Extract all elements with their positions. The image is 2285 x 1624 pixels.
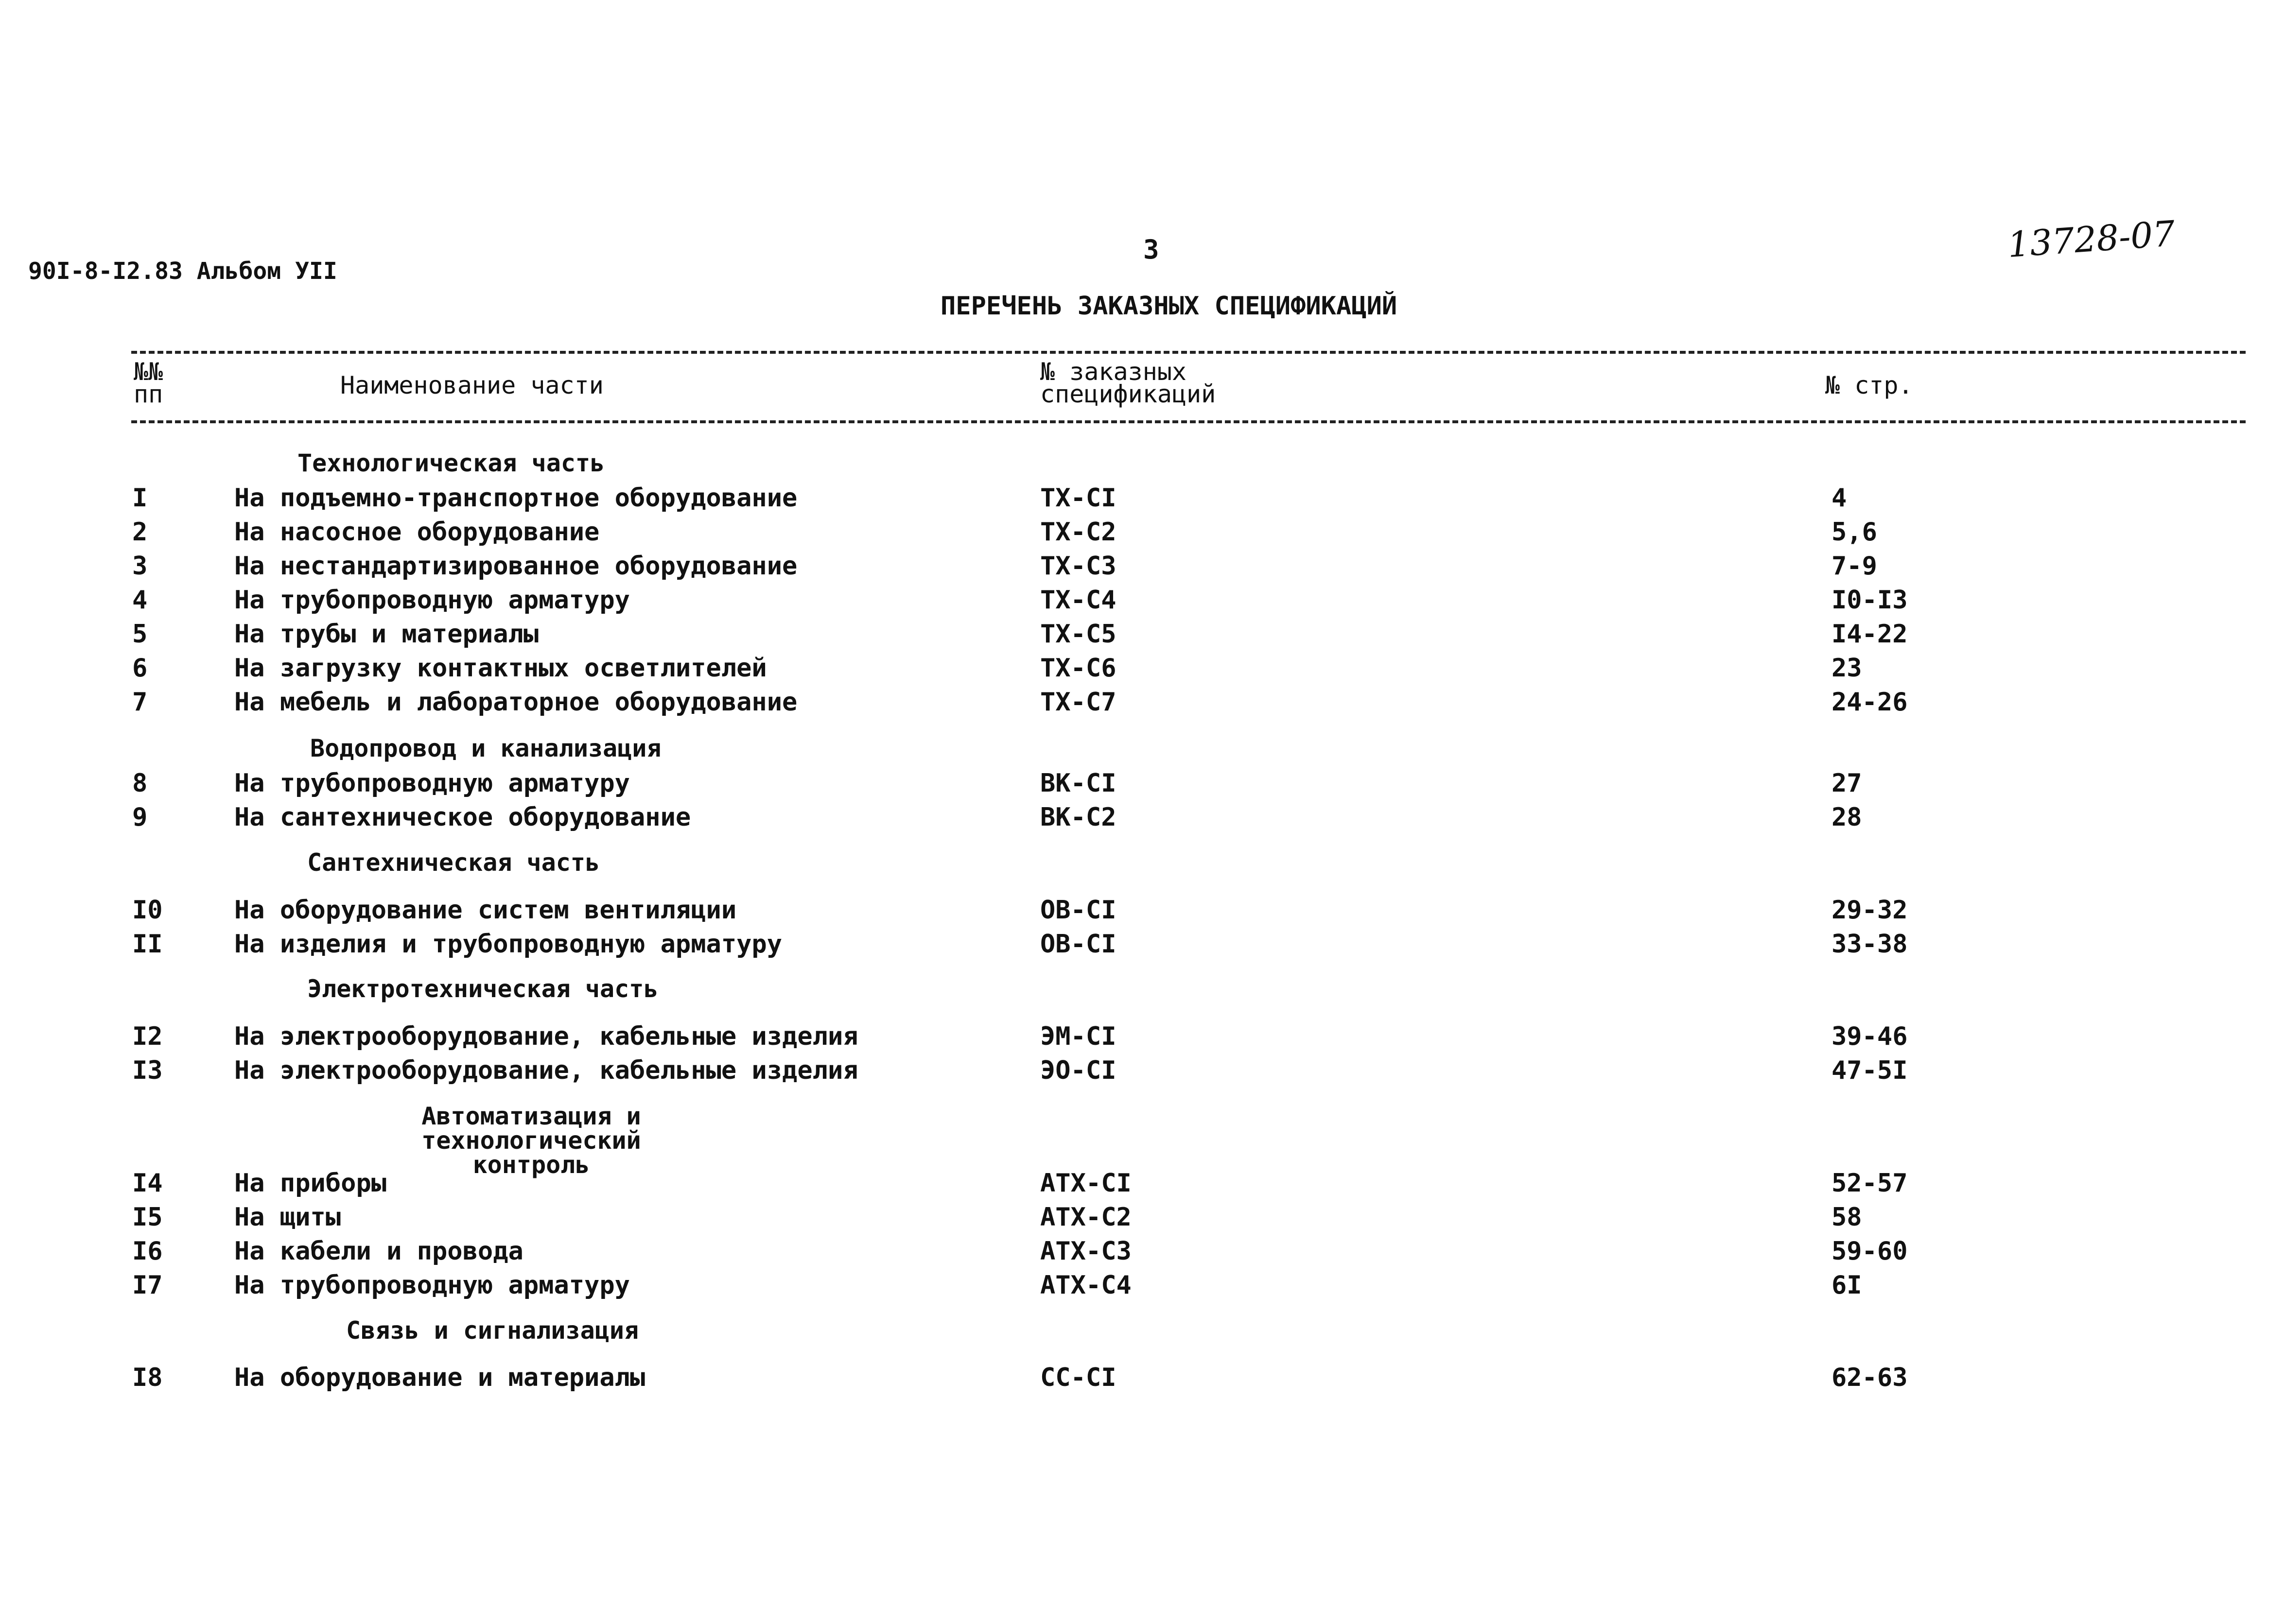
row-number: 3 bbox=[132, 552, 148, 581]
row-name: На мебель и лабораторное оборудование bbox=[234, 688, 798, 717]
table-row bbox=[0, 552, 2285, 586]
row-name: На трубопроводную арматуру bbox=[234, 769, 630, 798]
row-page: 58 bbox=[1831, 1203, 1862, 1232]
table-row bbox=[0, 1203, 2285, 1237]
table-row bbox=[0, 1169, 2285, 1203]
row-spec: ЭМ-СI bbox=[1040, 1022, 1116, 1051]
table-row bbox=[0, 1271, 2285, 1305]
row-page: 7-9 bbox=[1831, 552, 1877, 581]
row-name: На трубопроводную арматуру bbox=[234, 1271, 630, 1300]
row-number: I2 bbox=[132, 1022, 163, 1051]
section-title: Автоматизация и технологический контроль bbox=[421, 1102, 641, 1179]
row-page: 47-5I bbox=[1831, 1056, 1908, 1085]
table-row bbox=[0, 1363, 2285, 1397]
row-spec: АТХ-С3 bbox=[1040, 1237, 1132, 1266]
table-row bbox=[0, 930, 2285, 964]
row-number: I3 bbox=[132, 1056, 163, 1085]
row-name: На нестандартизированное оборудование bbox=[234, 552, 798, 581]
row-spec: ТХ-С5 bbox=[1040, 620, 1116, 649]
row-page: 52-57 bbox=[1831, 1169, 1908, 1198]
row-page: 29-32 bbox=[1831, 896, 1908, 925]
row-name: На кабели и провода bbox=[234, 1237, 523, 1266]
table-row bbox=[0, 688, 2285, 722]
row-page: I0-I3 bbox=[1831, 586, 1908, 615]
row-name: На подъемно-транспортное оборудование bbox=[234, 484, 798, 513]
row-spec: АТХ-СI bbox=[1040, 1169, 1132, 1198]
row-page: 62-63 bbox=[1831, 1363, 1908, 1392]
row-number: II bbox=[132, 930, 163, 959]
column-header-page: № стр. bbox=[1825, 371, 1913, 399]
row-page: 4 bbox=[1831, 484, 1847, 513]
row-name: На оборудование и материалы bbox=[234, 1363, 645, 1392]
row-spec: ТХ-С6 bbox=[1040, 654, 1116, 683]
row-spec: ТХ-С4 bbox=[1040, 586, 1116, 615]
row-page: 33-38 bbox=[1831, 930, 1908, 959]
row-number: I8 bbox=[132, 1363, 163, 1392]
row-name: На изделия и трубопроводную арматуру bbox=[234, 930, 783, 959]
table-row bbox=[0, 484, 2285, 518]
row-page: 24-26 bbox=[1831, 688, 1908, 717]
row-spec: ОВ-СI bbox=[1040, 896, 1116, 925]
table-row bbox=[0, 896, 2285, 930]
row-page: 59-60 bbox=[1831, 1237, 1908, 1266]
header-top-rule bbox=[131, 351, 2246, 354]
document-code: 90I-8-I2.83 Альбом УII bbox=[28, 258, 337, 285]
table-row bbox=[0, 518, 2285, 552]
handwritten-inventory-number: 13728-07 bbox=[2006, 213, 2177, 265]
row-name: На приборы bbox=[234, 1169, 387, 1198]
row-spec: ТХ-С2 bbox=[1040, 518, 1116, 547]
row-name: На загрузку контактных осветлителей bbox=[234, 654, 767, 683]
table-row bbox=[0, 1056, 2285, 1090]
section-title: Электротехническая часть bbox=[307, 975, 659, 1003]
row-page: 27 bbox=[1831, 769, 1862, 798]
row-number: 6 bbox=[132, 654, 148, 683]
row-number: I0 bbox=[132, 896, 163, 925]
row-name: На электрооборудование, кабельные изделия bbox=[234, 1022, 858, 1051]
row-spec: ОВ-СI bbox=[1040, 930, 1116, 959]
row-number: I6 bbox=[132, 1237, 163, 1266]
table-row bbox=[0, 654, 2285, 688]
header-bottom-rule bbox=[131, 420, 2246, 423]
row-spec: ТХ-С7 bbox=[1040, 688, 1116, 717]
row-number: 4 bbox=[132, 586, 148, 615]
table-row bbox=[0, 1022, 2285, 1056]
row-spec: ТХ-С3 bbox=[1040, 552, 1116, 581]
page-title: ПЕРЕЧЕНЬ ЗАКАЗНЫХ СПЕЦИФИКАЦИЙ bbox=[941, 292, 1397, 321]
table-row bbox=[0, 586, 2285, 620]
row-name: На щиты bbox=[234, 1203, 341, 1232]
column-header-spec: № заказных спецификаций bbox=[1040, 358, 1216, 408]
table-row bbox=[0, 1237, 2285, 1271]
section-title: Сантехническая часть bbox=[307, 848, 600, 877]
row-page: I4-22 bbox=[1831, 620, 1908, 649]
section-title: Связь и сигнализация bbox=[346, 1316, 639, 1345]
row-number: I bbox=[132, 484, 148, 513]
table-row bbox=[0, 620, 2285, 654]
row-page: 6I bbox=[1831, 1271, 1862, 1300]
page-number: 3 bbox=[1143, 234, 1159, 265]
section-title: Технологическая часть bbox=[297, 449, 605, 477]
row-name: На трубы и материалы bbox=[234, 620, 539, 649]
row-page: 5,6 bbox=[1831, 518, 1877, 547]
row-name: На трубопроводную арматуру bbox=[234, 586, 630, 615]
row-spec: ВК-СI bbox=[1040, 769, 1116, 798]
row-number: 5 bbox=[132, 620, 148, 649]
row-name: На оборудование систем вентиляции bbox=[234, 896, 737, 925]
row-page: 28 bbox=[1831, 803, 1862, 832]
row-spec: ЭО-СI bbox=[1040, 1056, 1116, 1085]
row-number: 9 bbox=[132, 803, 148, 832]
row-name: На сантехническое оборудование bbox=[234, 803, 691, 832]
table-row bbox=[0, 769, 2285, 803]
column-header-number: №№ пп bbox=[134, 358, 163, 408]
row-name: На электрооборудование, кабельные изделия bbox=[234, 1056, 858, 1085]
row-spec: ТХ-СI bbox=[1040, 484, 1116, 513]
row-number: 2 bbox=[132, 518, 148, 547]
row-number: I4 bbox=[132, 1169, 163, 1198]
row-spec: СС-СI bbox=[1040, 1363, 1116, 1392]
section-title: Водопровод и канализация bbox=[310, 734, 662, 762]
row-page: 39-46 bbox=[1831, 1022, 1908, 1051]
column-header-name: Наименование части bbox=[340, 371, 604, 399]
row-number: I7 bbox=[132, 1271, 163, 1300]
table-row bbox=[0, 803, 2285, 837]
row-spec: ВК-С2 bbox=[1040, 803, 1116, 832]
row-spec: АТХ-С2 bbox=[1040, 1203, 1132, 1232]
row-name: На насосное оборудование bbox=[234, 518, 600, 547]
row-number: 7 bbox=[132, 688, 148, 717]
row-spec: АТХ-С4 bbox=[1040, 1271, 1132, 1300]
row-number: I5 bbox=[132, 1203, 163, 1232]
row-number: 8 bbox=[132, 769, 148, 798]
row-page: 23 bbox=[1831, 654, 1862, 683]
